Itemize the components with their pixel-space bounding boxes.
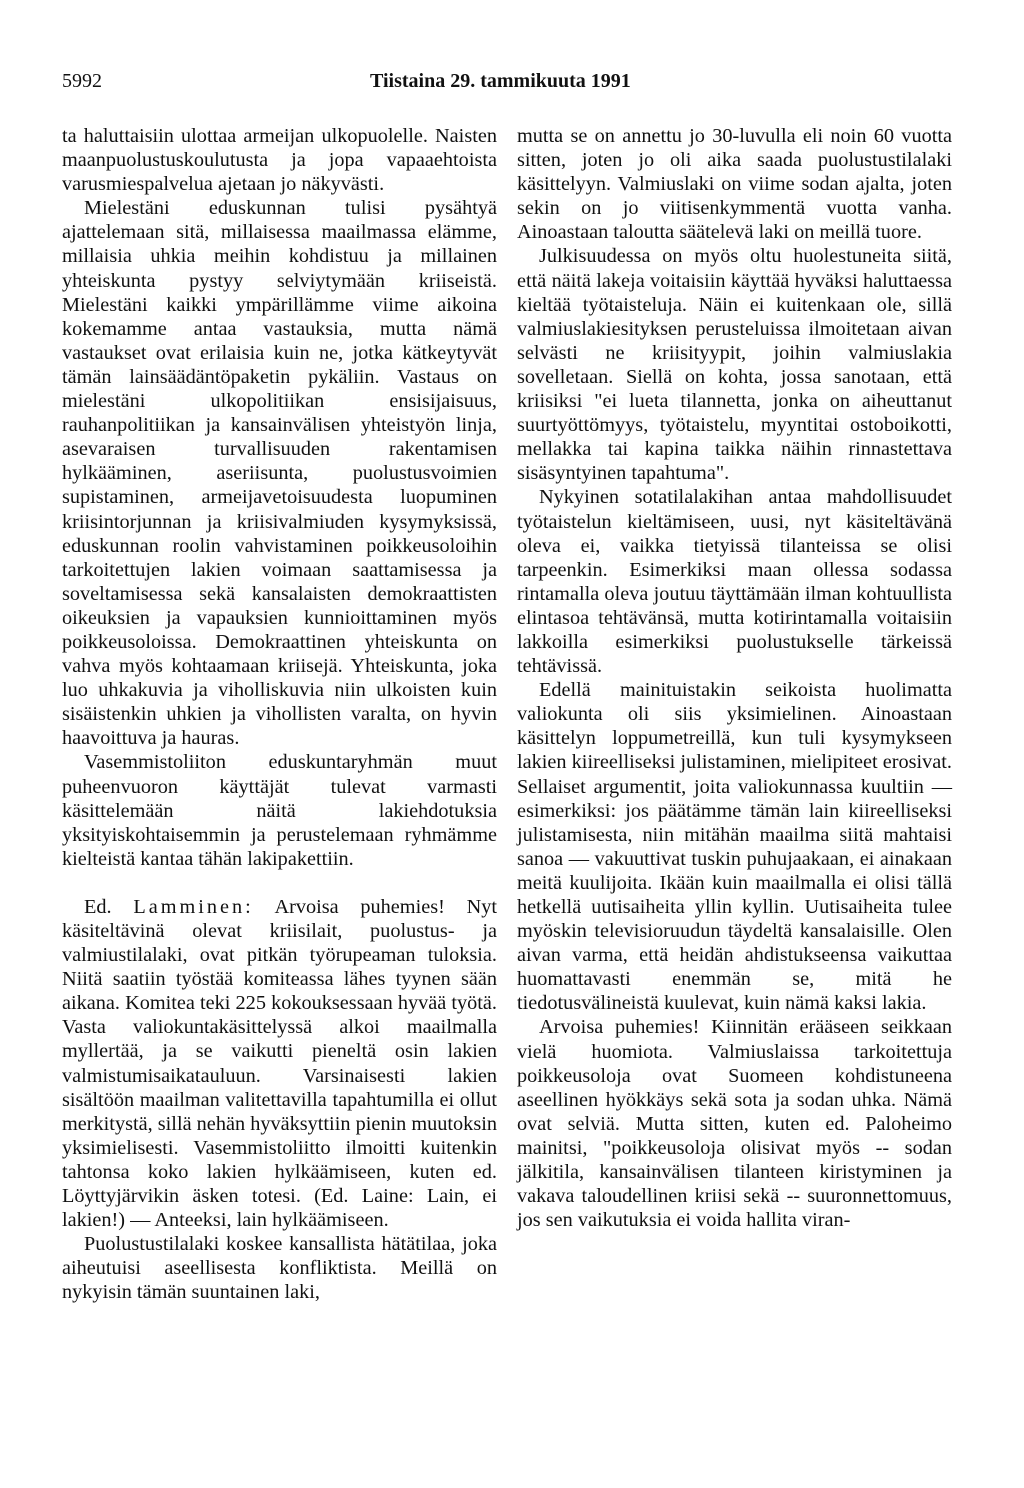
paragraph: Julkisuudessa on myös oltu huolestuneita siitä, että näitä lakeja voitaisiin käyttää hyväksi haluttaessa kieltää työtaisteluja. Näin ei kuitenkaan ole, sillä valmiuslakiesityksen perusteluissa ilmoitetaan aivan selvästi ne kriisityypit, joihin valmiuslakia sovelletaan. Siellä on kohta, jossa sanotaan, että kriisiksi "ei lueta tilannetta, jonka on aiheuttanut suurtyöttömyys, työtaistelu, myyntitai ostoboikotti, mellakka tai kapina taikka näihin rinnastettava sisäsyntyinen tapahtuma". bbox=[517, 245, 952, 485]
session-date: Tiistaina 29. tammikuuta 1991 bbox=[370, 70, 631, 92]
page-header bbox=[62, 70, 962, 100]
paragraph: mutta se on annettu jo 30-luvulla eli noin 60 vuotta sitten, joten jo oli aika saada puolustustilalaki käsittelyyn. Valmiuslaki on viime sodan ajalta, joten sekin on jo viitisenkymmentä vuotta vanha. Ainoastaan taloutta säätelevä laki on meillä tuore. bbox=[517, 125, 952, 244]
paragraph: Arvoisa puhemies! Kiinnitän erääseen seikkaan vielä huomiota. Valmiuslaissa tarkoitettuja poikkeusoloja ovat Suomeen kohdistuneena aseellinen hyökkäys sekä sota ja sodan uhka. Nämä ovat selviä. Mutta sitten, kuten ed. Paloheimo mainitsi, "poikkeusoloja olisivat myös -- sodan jälkitila, kansainvälisen tilanteen kiristyminen ja vakava taloudellinen kriisi sekä -- suuronnettomuus, jos sen vaikutuksia ei voida hallita viran- bbox=[517, 1016, 952, 1232]
paragraph: Edellä mainituistakin seikoista huolimatta valiokunta oli siis yksimielinen. Ainoastaan käsittelyn loppumetreillä, kun tuli kysymykseen lakien kiireelliseksi julistaminen, mielipiteet erosivat. Sellaiset argumentit, joita valiokunnassa kuultiin — esimerkiksi: jos päätämme tämän lain kiireelliseksi julistamisesta, niin mitähän maailma siitä mahtaisi sanoa — vakuuttivat tuskin puhujaakaan, ei ainakaan meitä kuulijoita. Ikään kuin maailmalla ei olisi tällä hetkellä uutisaiheita yllin kyllin. Uutisaiheita tulee myöskin televisioruudun täydeltä kansalaisille. Olen aivan varma, että heidän ahdistukseensa vaikuttaa huomattavasti enemmän se, mitä he tiedotusvälineistä kuulevat, kuin nämä kaksi lakia. bbox=[517, 679, 952, 1015]
left-column bbox=[62, 124, 497, 1305]
page-number: 5992 bbox=[62, 70, 102, 92]
speech-paragraph bbox=[62, 895, 497, 1232]
speaker-prefix: Ed. bbox=[84, 895, 112, 918]
paragraph: Puolustustilalaki koskee kansallista hätätilaa, joka aiheutuisi aseellisesta konfliktista. Meillä on nykyisin tämän suuntainen laki, bbox=[62, 1233, 497, 1304]
paragraph: Nykyinen sotatilalakihan antaa mahdollisuudet työtaistelun kieltämiseen, uusi, nyt käsiteltävänä oleva ei, vaikka tietyissä tilanteissa se olisi tarpeenkin. Esimerkiksi maan ollessa sodassa rintamalla oleva joutuu täyttämään ilman kohtuullista elintasoa tehtävänsä, mutta kotirintamalla voitaisiin lakkoilla esimerkiksi puolustukselle tärkeissä tehtävissä. bbox=[517, 486, 952, 678]
speaker-name: Lamminen: bbox=[133, 895, 254, 918]
right-column bbox=[517, 124, 952, 1232]
paragraph: ta haluttaisiin ulottaa armeijan ulkopuolelle. Naisten maanpuolustuskoulutusta ja jopa vapaaehtoista varusmiespalvelua ajetaan jo näkyvästi. bbox=[62, 125, 497, 196]
speech-text: Arvoisa puhemies! Nyt käsiteltävinä olevat kriisilait, puolustus- ja valmiustilalaki, ovat pitkän työrupeaman tuloksia. Niitä saatiin työstää komiteassa lähes tyynen sään aikana. Komitea teki 225 kokouksessaan hyvää työtä. Vasta valiokuntakäsittelyssä alkoi maailmalla myllertää, ja se vaikutti pieneltä osin lakien valmistumisaikatauluun. Varsinaisesti lakien sisältöön maailman valitettavilla tapahtumilla ei ollut merkitystä, sillä nehän hyväksyttiin pienin muutoksin yksimielisesti. Vasemmistoliitto ilmoitti kuitenkin tahtonsa koko lakien hylkäämiseen, kuten ed. Löyttyjärvikin äsken totesi. (Ed. Laine: Lain, ei lakien!) — Anteeksi, lain hylkäämiseen. bbox=[62, 895, 497, 1232]
paragraph: Mielestäni eduskunnan tulisi pysähtyä ajattelemaan sitä, millaisessa maailmassa elämme, millaisia uhkia meihin kohdistuu ja millainen yhteiskunta pystyy selviytymään kriiseistä. Mielestäni kaikki ympärillämme viime aikoina kokemamme antaa vastauksia, mutta nämä vastaukset ovat erilaisia kuin ne, jotka kätkeytyvät tämän lainsäädäntöpaketin pykäliin. Vastaus on mielestäni ulkopolitiikan ensisijaisuus, rauhanpolitiikan ja kansainvälisen yhteistyön linja, asevaraisen turvallisuuden rakentamisen hylkääminen, aseriisunta, puolustusvoimien supistaminen, armeijavetoisuudesta luopuminen kriisintorjunnan ja kriisivalmiuden kysymyksissä, eduskunnan roolin vahvistaminen poikkeusoloihin tarkoitettujen lakien voimaan saattamisessa ja soveltamisessa sekä kansalaisten demokraattisten oikeuksien ja vapauksien kunnioittaminen myös poikkeusoloissa. Demokraattinen yhteiskunta on vahva myös kohtaamaan kriisejä. Yhteiskunta, joka luo uhkakuvia ja viholliskuvia niin ulkoisten kuin sisäistenkin uhkien ja vihollisten varalta, on hyvin haavoittuva ja hauras. bbox=[62, 197, 497, 750]
paragraph: Vasemmistoliiton eduskuntaryhmän muut puheenvuoron käyttäjät tulevat varmasti käsittelemään näitä lakiehdotuksia yksityiskohtaisemmin ja perustelemaan ryhmämme kielteistä kantaa tähän lakipakettiin. bbox=[62, 751, 497, 870]
